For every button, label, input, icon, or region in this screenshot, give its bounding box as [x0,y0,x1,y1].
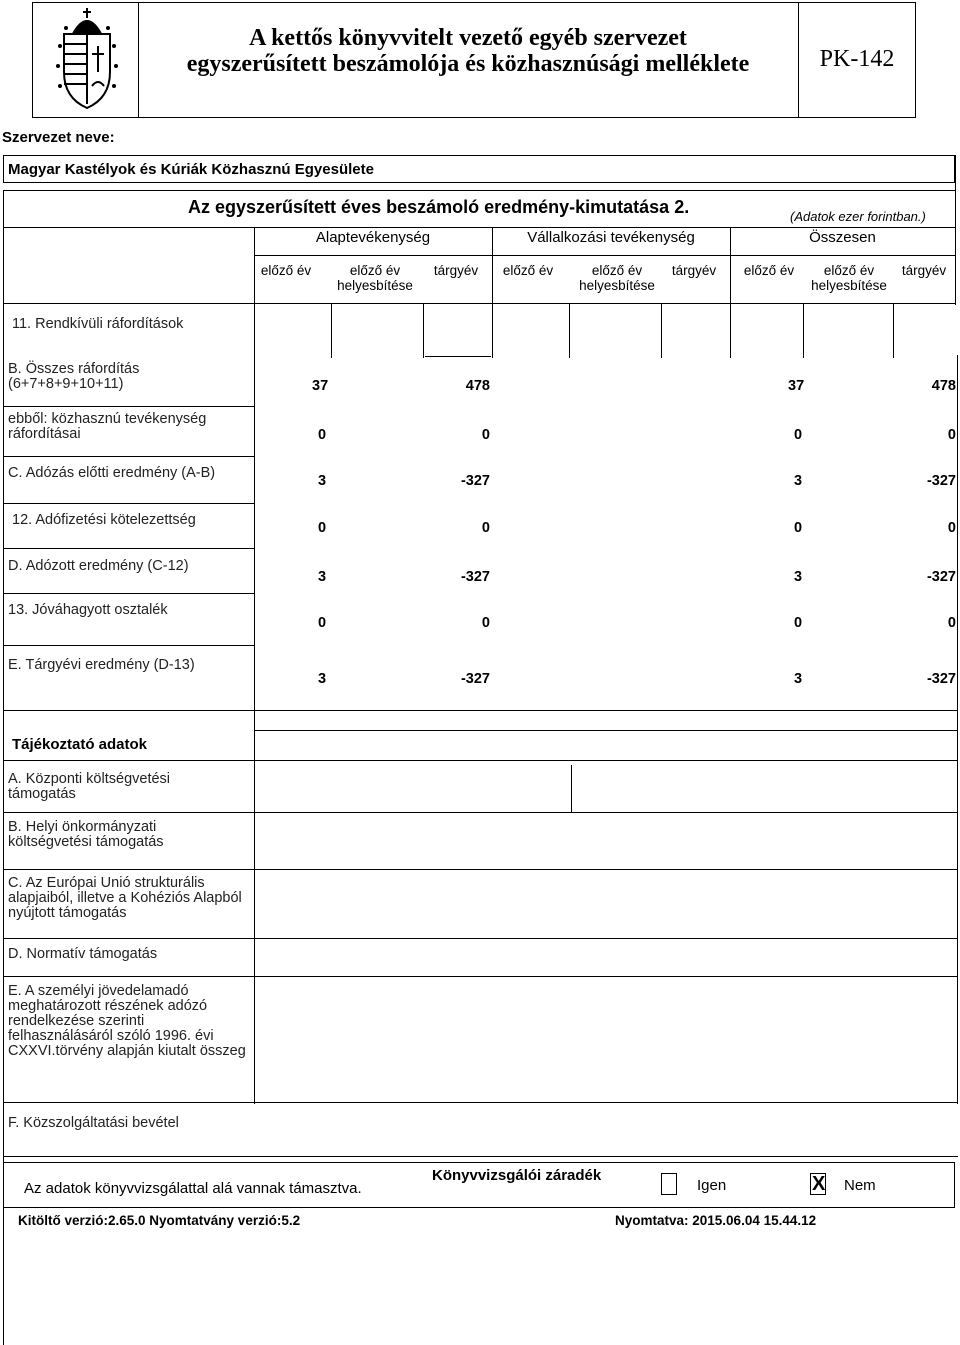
row-label-b: B. Összes ráfordítás (6+7+8+9+10+11) [8,361,140,392]
col-total-curr: tárgyév [901,263,947,278]
row-c-basic-prev: 3 [318,473,327,489]
info-row-d: D. Normatív támogatás [8,946,158,962]
row-13-total-prev: 0 [794,615,803,631]
row-d-basic-prev: 3 [318,569,327,585]
audit-yes-label: Igen [697,1177,727,1194]
info-row-f: F. Közszolgáltatási bevétel [8,1115,179,1131]
row-label-12: 12. Adófizetési kötelezettség [12,512,196,528]
audit-statement: Az adatok könyvvizsgálattal alá vannak támasztva. [24,1180,362,1197]
row-e-basic-curr: -327 [460,671,490,687]
row-13-total-curr: 0 [947,615,956,631]
audit-title: Könyvvizsgálói záradék [432,1167,602,1184]
row-d-total-prev: 3 [794,569,803,585]
col-total-corr: előző év helyesbítése [811,263,887,293]
coat-of-arms-icon [52,6,122,110]
row-label-d: D. Adózott eredmény (C-12) [8,558,189,574]
audit-no-mark: X [812,1173,826,1195]
row-13-basic-prev: 0 [318,615,327,631]
info-row-c: C. Az Európai Unió strukturális alapjaiból, illetve a Kohéziós Alapból nyújtott támogatás [8,875,242,921]
col-basic-corr: előző év helyesbítése [337,263,413,293]
row-bp-total-curr: 0 [947,427,956,443]
row-b-basic-prev: 37 [312,378,329,394]
group-header-basic: Alaptevékenység [315,229,431,246]
row-b-total-curr: 478 [931,378,956,394]
audit-no-checkbox[interactable] [810,1173,826,1195]
row-label-e: E. Tárgyévi eredmény (D-13) [8,657,195,673]
row-e-basic-prev: 3 [318,671,327,687]
row-c-total-curr: -327 [926,473,956,489]
row-12-basic-curr: 0 [481,520,490,536]
col-basic-prev: előző év [260,263,312,278]
row-label-c: C. Adózás előtti eredmény (A-B) [8,465,216,481]
row-bp-basic-curr: 0 [481,427,490,443]
unit-note: (Adatok ezer forintban.) [790,209,926,224]
row-d-total-curr: -327 [926,569,956,585]
row-c-basic-curr: -327 [460,473,490,489]
row-12-total-prev: 0 [794,520,803,536]
row-d-basic-curr: -327 [460,569,490,585]
row-12-total-curr: 0 [947,520,956,536]
row-b-total-prev: 37 [788,378,805,394]
footer-version: Kitöltő verzió:2.65.0 Nyomtatvány verzió:5.2 [18,1213,301,1228]
col-business-prev: előző év [502,263,554,278]
row-c-total-prev: 3 [794,473,803,489]
col-business-corr: előző év helyesbítése [579,263,655,293]
row-label-11: 11. Rendkívüli ráfordítások [12,316,184,332]
info-row-e: E. A személyi jövedelamadó meghatározott részének adózó rendelkezése szerinti felhasználásáról szóló 1996. évi CXXVI.törvény alapján kiutalt összeg [8,983,246,1059]
col-basic-curr: tárgyév [433,263,479,278]
group-header-total: Összesen [809,229,876,246]
row-bp-basic-prev: 0 [318,427,327,443]
row-e-total-prev: 3 [794,671,803,687]
org-name: Magyar Kastélyok és Kúriák Közhasznú Egyesülete [8,161,374,178]
form-title [138,25,798,77]
col-business-curr: tárgyév [671,263,717,278]
info-row-a: A. Központi költségvetési támogatás [8,771,171,802]
row-e-total-curr: -327 [926,671,956,687]
row-12-basic-prev: 0 [318,520,327,536]
info-row-b: B. Helyi önkormányzati költségvetési támogatás [8,819,164,850]
row-bp-total-prev: 0 [794,427,803,443]
statement-title: Az egyszerűsített éves beszámoló eredmény-kimutatása 2. [188,197,690,217]
form-title-line1: A kettős könyvvitelt vezető egyéb szervezet [249,25,687,51]
row-label-13: 13. Jóváhagyott osztalék [8,602,168,618]
org-label: Szervezet neve: [2,129,115,146]
audit-no-label: Nem [844,1177,876,1194]
row-label-b-public: ebből: közhasznú tevékenység ráfordításai [8,411,207,442]
col-total-prev: előző év [743,263,795,278]
audit-yes-checkbox[interactable] [661,1173,677,1195]
group-header-business: Vállalkozási tevékenység [527,229,695,246]
row-b-basic-curr: 478 [465,378,490,394]
form-code: PK-142 [819,46,895,72]
row-13-basic-curr: 0 [481,615,490,631]
info-title: Tájékoztató adatok [12,736,148,753]
form-title-line2: egyszerűsített beszámolója és közhasznúsági melléklete [186,51,750,77]
footer-printed: Nyomtatva: 2015.06.04 15.44.12 [615,1213,817,1228]
